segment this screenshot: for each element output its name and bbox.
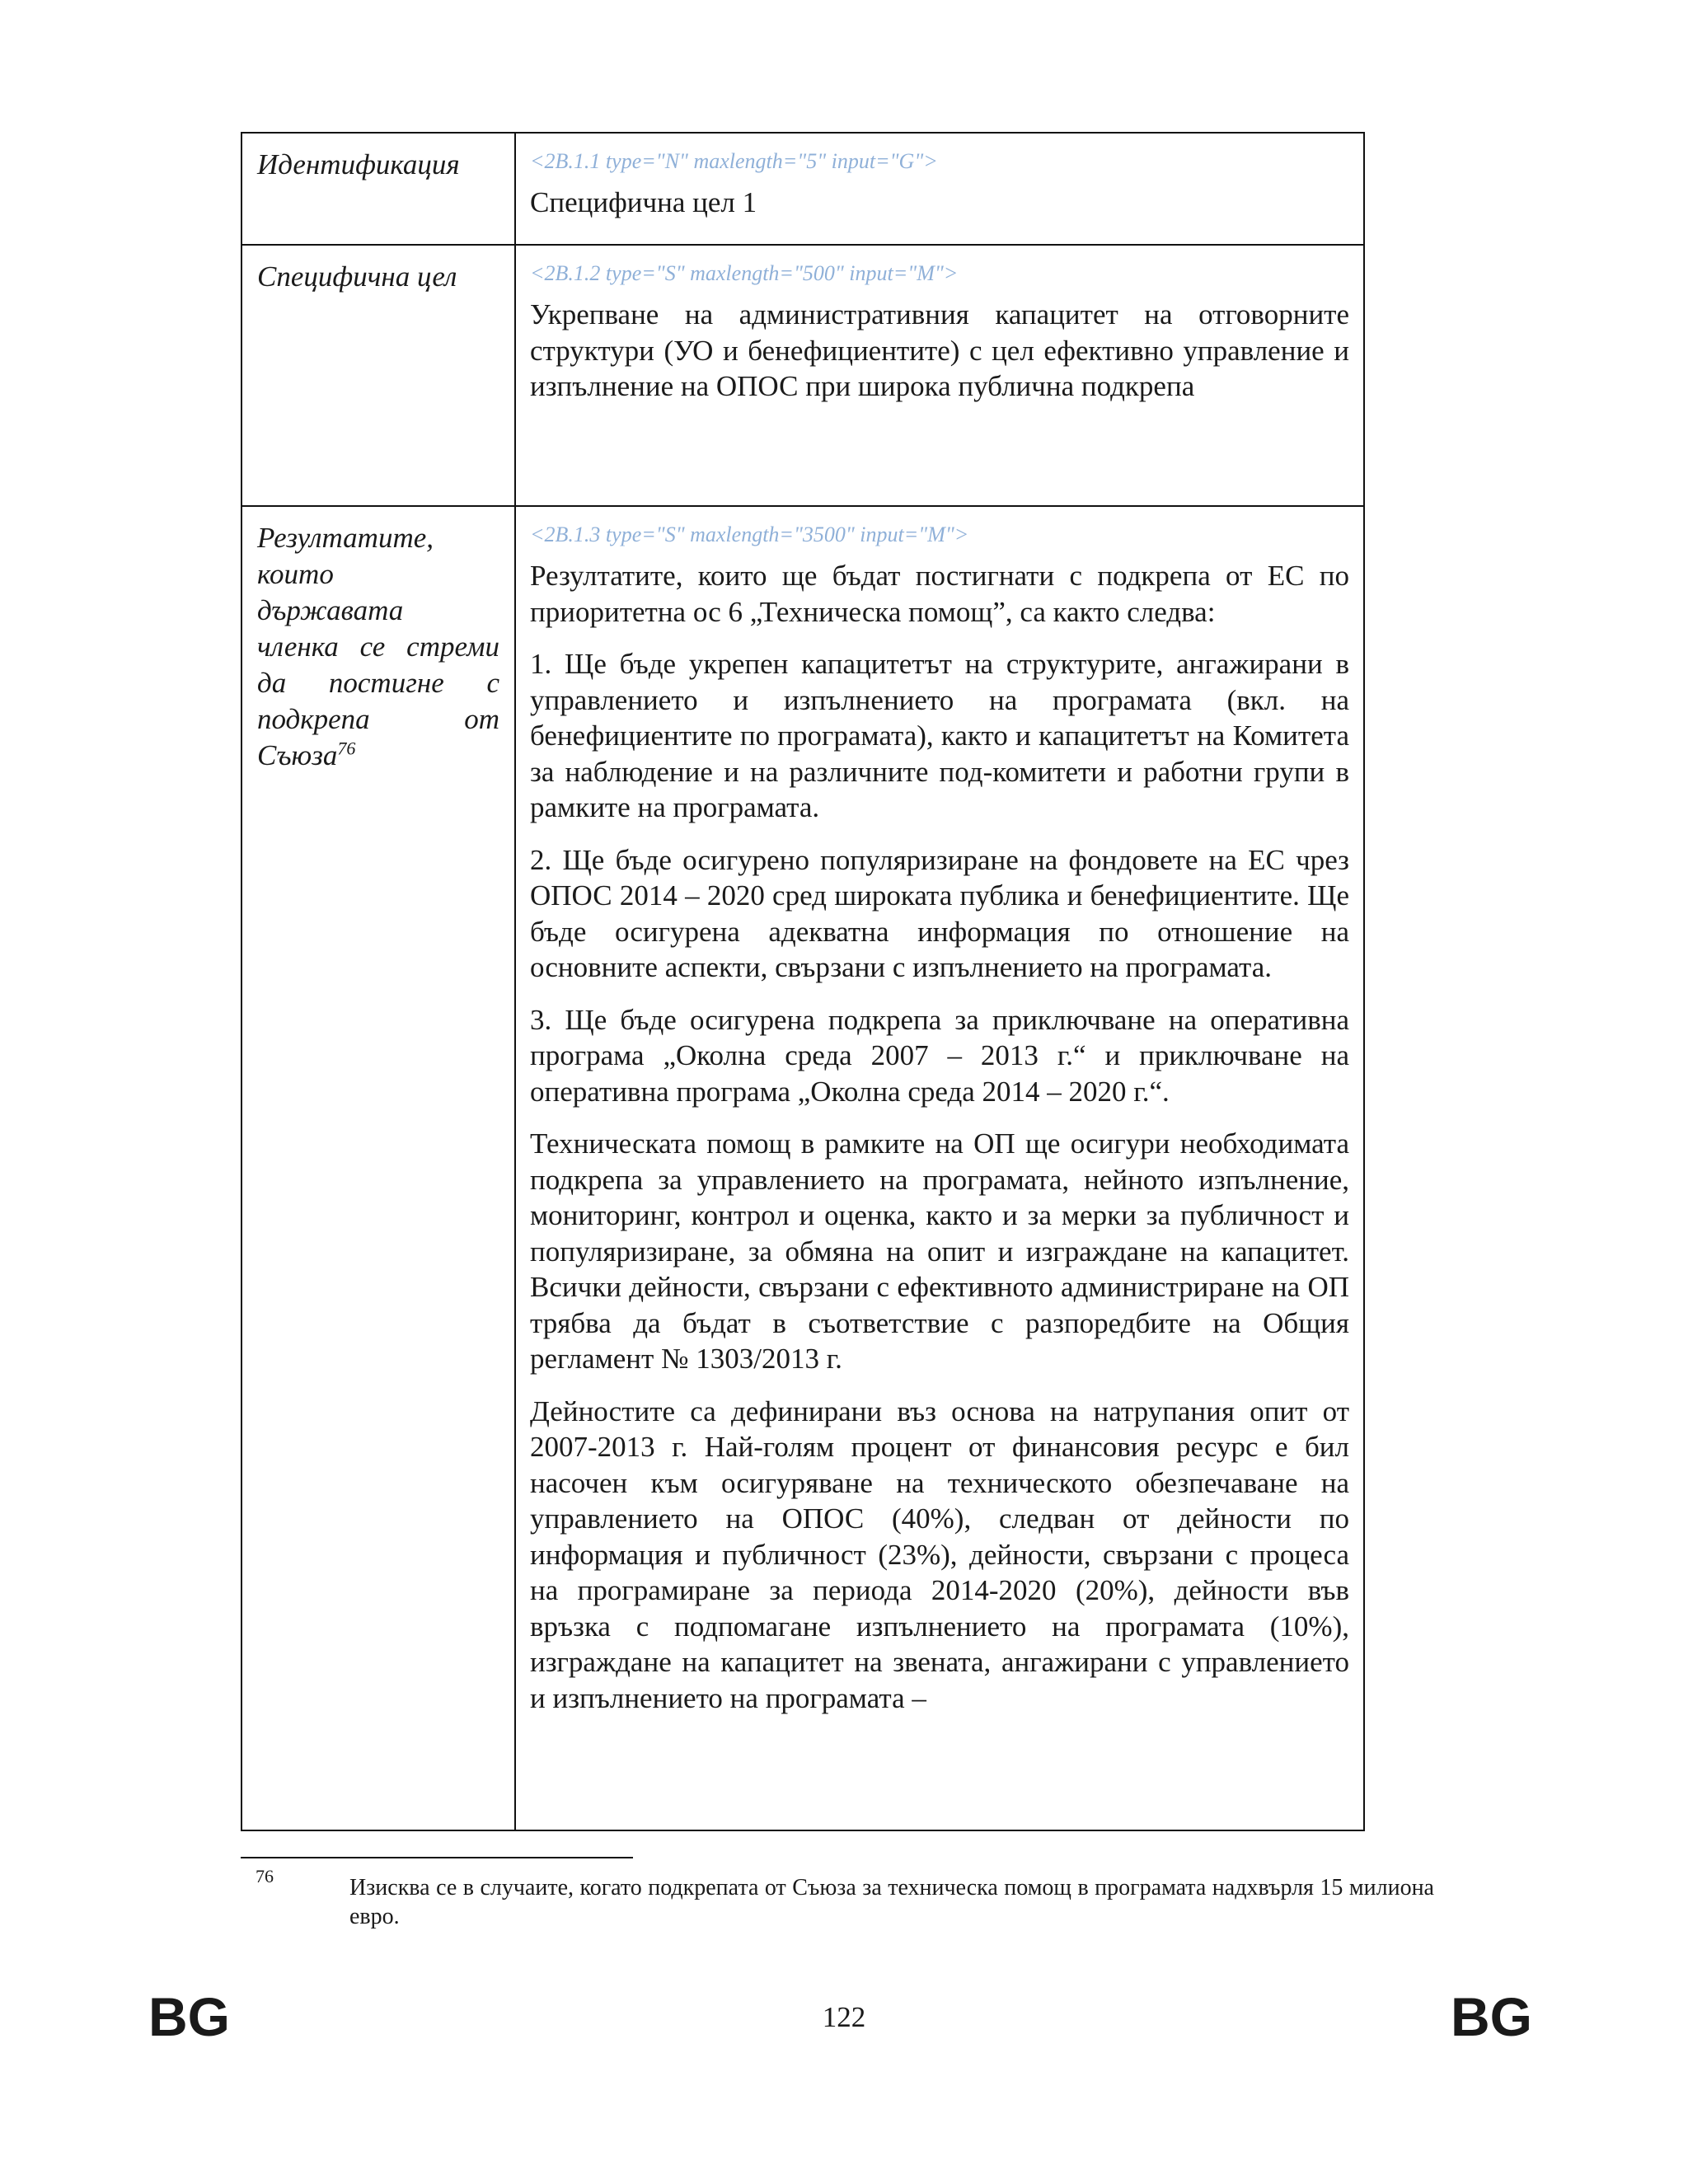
table-row-results xyxy=(242,505,1363,1830)
footnote-separator xyxy=(241,1857,633,1858)
label-line: Съюза xyxy=(257,739,338,771)
paragraph: Техническата помощ в рамките на ОП ще осигури необходимата подкрепа за управлението на програмата, нейното изпълнение, мониторинг, контрол и оценка, както и за мерки за публичност и популяризиране, за обмяна на опит и изграждане на капацитет. Всички дейности, свързани с ефективното администриране на ОП трябва да бъдат в съответствие с разпоредбите на Общия регламент № 1303/2013 г. xyxy=(530,1127,1349,1375)
row-content xyxy=(530,260,1349,405)
paragraph: Дейностите са дефинирани въз основа на натрупания опит от 2007-2013 г. Най-голям процент от финансовия ресурс е бил насочен към осигуряване на техническото обезпечаване на управлението на ОПОС (40%), следван от дейности по информация и публичност (23%), дейности, свързани с процеса на програмиране за периода 2014-2020 (20%), дейности във връзка с подпомагане изпълнението на програмата (10%), изграждане на капацитет на звената, ангажирани с управлението и изпълнението на програмата – xyxy=(530,1394,1349,1714)
table-row-identification xyxy=(242,134,1363,244)
label-line: които xyxy=(257,558,334,590)
page-number: 122 xyxy=(822,2001,866,2033)
paragraph: Укрепване на административния капацитет на отговорните структури (УО и бенефициентите) с цел ефективно управление и изпълнение на ОПОС при широка публична подкрепа xyxy=(530,298,1349,402)
footnote-text: Изисква се в случаите, когато подкрепата от Съюза за техническа помощ в програмата надхвърля 15 милиона евро. xyxy=(349,1875,1434,1929)
row-label: Идентификация xyxy=(257,148,460,180)
field-tag: <2B.1.2 type="S" maxlength="500" input="M"> xyxy=(530,261,959,285)
label-line: Резултатите, xyxy=(257,522,434,554)
label-line: подкрепа от xyxy=(257,703,499,735)
footnote-reference[interactable]: 76 xyxy=(337,738,356,759)
paragraph: 2. Ще бъде осигурено популяризиране на фондовете на ЕС чрез ОПОС 2014 – 2020 сред широката публика и бенефициентите. Ще бъде осигурена адекватна информация по отношение на основните аспекти, свързани с изпълнението на програмата. xyxy=(530,843,1349,983)
row-content xyxy=(530,522,1349,1716)
paragraph: 1. Ще бъде укрепен капацитетът на структурите, ангажирани в управлението и изпълнението на програмата (вкл. на бенефициентите по програмата), както и капацитетът на Комитета за наблюдение и на различните под-комитети и работни групи в рамките на програмата. xyxy=(530,648,1349,823)
label-line: членка се стреми xyxy=(257,630,499,663)
language-code-right: BG xyxy=(1451,1986,1532,2047)
row-content xyxy=(530,148,1349,221)
table-row-specific-objective xyxy=(242,244,1363,505)
paragraph: Специфична цел 1 xyxy=(530,186,757,218)
field-tag: <2B.1.3 type="S" maxlength="3500" input="M"> xyxy=(530,523,969,546)
row-label: Специфична цел xyxy=(257,260,457,293)
row-label xyxy=(257,520,499,774)
field-tag: <2B.1.1 type="N" maxlength="5" input="G"> xyxy=(530,149,938,173)
label-line: да постигне с xyxy=(257,667,499,699)
label-line: държавата xyxy=(257,594,404,626)
paragraph: 3. Ще бъде осигурена подкрепа за приключване на оперативна програма „Околна среда 2007 – 2013 г.“ и приключване на оперативна програма „Околна среда 2014 – 2020 г.“. xyxy=(530,1003,1349,1108)
objective-table xyxy=(241,132,1365,1831)
paragraph: Резултатите, които ще бъдат постигнати с подкрепа от ЕС по приоритетна ос 6 „Техническа помощ”, са както следва: xyxy=(530,560,1349,628)
footnote-number: 76 xyxy=(256,1866,274,1886)
label-line-last xyxy=(257,738,499,774)
language-code-left: BG xyxy=(148,1986,230,2047)
